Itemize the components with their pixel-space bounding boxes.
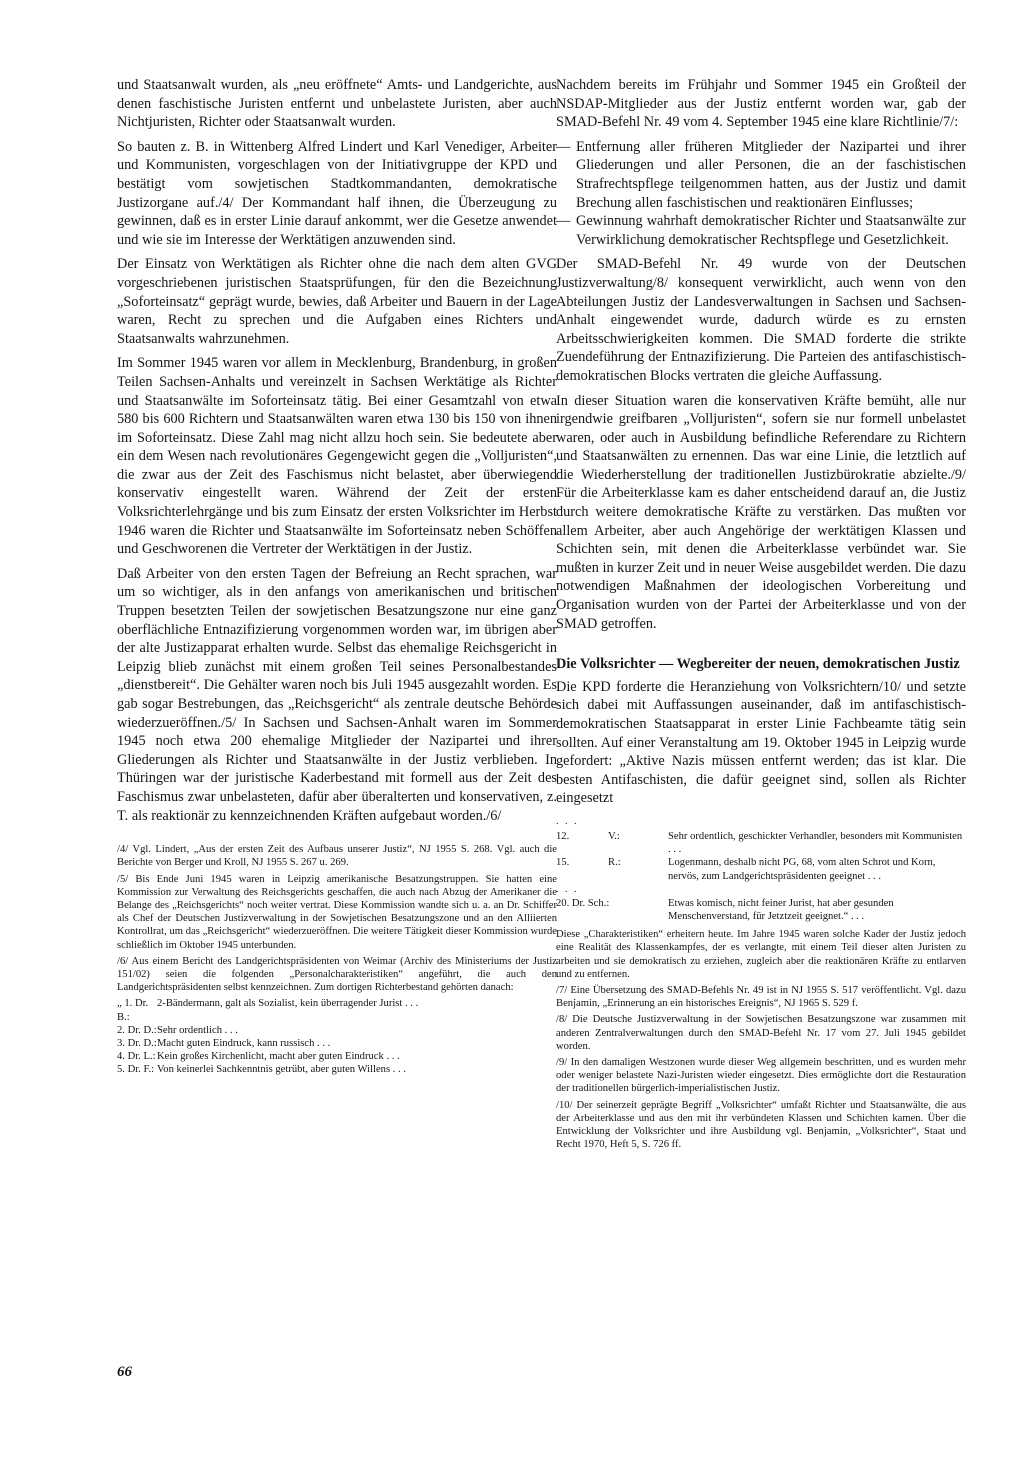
body-paragraph: und Staatsanwalt wurden, als „neu eröffnete“ Amts- und Landgerichte, aus denen faschistische Juristen entfernt und unbelastete Juristen, aber auch Nichtjuristen, Richter oder Staatsanwalt wurden. (117, 77, 557, 131)
characteristic-number: 20. Dr. Sch.: (556, 897, 610, 909)
characteristic-row (117, 1063, 557, 1076)
footnote-7: /7/ Eine Übersetzung des SMAD-Befehls Nr. 49 ist in NJ 1955 S. 517 veröffentlicht. Vgl. dazu Benjamin, „Erinnerung an ein historisches Ereignis“, NJ 1965 S. 529 f. (556, 985, 966, 1010)
footnote-5: /5/ Bis Ende Juni 1945 waren in Leipzig amerikanische Besatzungstruppen. Sie hatten eine Kommission zur Verwaltung des Reichsgerichts geschaffen, die auch nach Abzug der Amerikaner die Belange des „Reichsgerichts“ noch weiter vertrat. Diese Kommission wandte sich u. a. an Dr. Schiffer als Chef der Deutschen Justizverwaltung in der Sowjetischen Besatzungszone und an den Alliierten Kontrollrat, um das „Reichsgericht“ wiederzueröffnen. Die weitere Tätigkeit dieser Kommission wurde schließlich im Oktober 1945 unterbunden. (117, 873, 557, 951)
characteristic-row (556, 897, 966, 923)
characteristic-row (117, 1050, 557, 1063)
characteristic-text: Kein großes Kirchenlicht, macht aber guten Eindruck . . . (157, 1051, 400, 1063)
directive-text: Entfernung aller früheren Mitglieder der Nazipartei und ihrer Gliederungen und aller Personen, die an der faschistischen Strafrechtspflege teilgenommen hatten, aus der Justiz und damit Brechung allen faschistischen und reaktionären Einflusses; (576, 138, 966, 211)
left-column (117, 76, 557, 1082)
characteristic-number: 12. (556, 830, 570, 842)
section-heading: Die Volksrichter — Wegbereiter der neuen, demokratischen Justiz (556, 656, 960, 673)
characteristic-number: 3. Dr. D.: (117, 1038, 157, 1049)
characteristic-number: 15. (556, 857, 570, 869)
body-paragraph: Nachdem bereits im Frühjahr und Sommer 1945 ein Großteil der NSDAP-Mitglieder aus der Justiz entfernt worden war, gab der SMAD-Befehl Nr. 49 vom 4. September 1945 eine klare Richtlinie/7/: (556, 77, 966, 131)
characteristic-name: V.: (608, 830, 620, 842)
characteristic-text: Logenmann, deshalb nicht PG, 68, vom alten Schrot und Korn, nervös, zum Landgerichtspräsidenten geeignet . . . (668, 857, 936, 882)
directive-item (556, 138, 966, 212)
directive-item (556, 212, 966, 249)
characteristic-row (556, 830, 966, 856)
characteristic-row (117, 1024, 557, 1037)
characteristics-list-continued (556, 830, 966, 923)
footnote-10: /10/ Der seinerzeit geprägte Begriff „Volksrichter“ umfaßt Richter und Staatsanwälte, die aus der Arbeiterklasse und aus den mit ihr verbündeten Klassen und Schichten kamen. Über die Entwicklung der Volksrichter und ihre Ausbildung vgl. Benjamin, „Volksrichter“, Staat und Recht 1970, Heft 5, S. 726 ff. (556, 1099, 966, 1151)
characteristic-text: Sehr ordentlich, geschickter Verhandler, besonders mit Kommunisten . . . (668, 830, 963, 856)
body-paragraph: In dieser Situation waren die konservativen Kräfte bemüht, alle nur irgendwie greifbaren „Volljuristen“, sofern sie nur formell unbelastet waren, oder auch in Ausbildung befindliche Referendare zu Richtern und Staatsanwälten zu ernennen. Das war eine Linie, die letztlich auf die Wiederherstellung der traditionellen Justizbürokratie abzielte./9/ Für die Arbeiterklasse kam es daher entscheidend darauf an, die Justiz durch weitere demokratische Kräfte zu verstärken. Das mußten vor allem Arbeiter, aber auch Angehörige der werktätigen Klassen und Schichten sein, mit denen die Arbeiterklasse verbündet war. Sie mußten in kurzer Zeit und in neuer Weise ausgebildet werden. Die dazu notwendigen Maßnahmen der ideologischen Vorbereitung und Organisation wurden von der Partei der Arbeiterklasse und von der SMAD getroffen. (556, 392, 966, 632)
characteristic-text: Etwas komisch, nicht feiner Jurist, hat aber gesunden Menschenverstand, für Jetztzeit geeignet.“ . . . (668, 897, 894, 922)
body-paragraph: Daß Arbeiter von den ersten Tagen der Befreiung an Recht sprachen, war um so wichtiger, als in den anfangs von amerikanischen und britischen Truppen besetzten Teilen der sowjetischen Besatzungszone nur eine ganz oberflächliche Entnazifizierung vorgenommen worden war, im übrigen aber der alte Justizapparat erhalten wurde. Selbst das ehemalige Reichsgericht in Leipzig blieb zunächst mit einem großen Teil seines Personalbestandes „dienstbereit“. Die Gehälter waren noch bis Juli 1945 ausgezahlt worden. Es gab sogar Bestrebungen, das „Reichsgericht“ als zentrale deutsche Behörde wiederzueröffnen./5/ In Sachsen und Sachsen-Anhalt waren im Sommer 1945 noch etwa 200 ehemalige Mitglieder der Nazipartei und ihrer Gliederungen als Richter und Staatsanwälte in der Justiz verblieben. In Thüringen war der juristische Kaderbestand mit formell aus der Zeit des Faschismus zwar unbelasteten, dafür aber überalterten und konservativen, z. T. als reaktionär zu kennzeichnenden Kräften aufgebaut worden./6/ (117, 565, 557, 824)
footnote-4: /4/ Vgl. Lindert, „Aus der ersten Zeit des Aufbaus unserer Justiz“, NJ 1955 S. 268. Vgl. auch die Berichte von Berger und Kroll, NJ 1955 S. 267 u. 269. (117, 844, 557, 869)
body-paragraph: So bauten z. B. in Wittenberg Alfred Lindert und Karl Venediger, Arbeiter und Kommunisten, vorgeschlagen von der Initiativgruppe der KPD und bestätigt vom sowjetischen Stadtkommandanten, demokratische Justizorgane auf./4/ Der Kommandant half ihnen, die Überzeugung zu gewinnen, daß es in erster Linie darauf ankommt, wer die Gesetze anwendet und wie sie im Interesse der Werktätigen anzuwenden sind. (117, 138, 557, 248)
body-paragraph: Der SMAD-Befehl Nr. 49 wurde von der Deutschen Justizverwaltung/8/ konsequent verwirklicht, auch wenn von den Abteilungen Justiz der Landesverwaltungen in Sachsen und Sachsen-Anhalt eingewendet wurde, dadurch würde es zu ernsten Arbeitsschwierigkeiten kommen. Die SMAD forderte die strikte Zuendeführung der Entnazifizierung. Die Parteien des antifaschistisch-demokratischen Blocks vertraten die gleiche Auffassung. (556, 256, 966, 384)
footnote-8: /8/ Die Deutsche Justizverwaltung in der Sowjetischen Besatzungszone war zusammen mit anderen Zentralverwaltungen durch den SMAD-Befehl Nr. 17 vom 27. Juli 1945 gebildet worden. (556, 1014, 966, 1052)
footnote-6: /6/ Aus einem Bericht des Landgerichtspräsidenten von Weimar (Archiv des Ministeriums der Justiz 151/02) seien die folgenden „Personalcharakteristiken“ angeführt, die auch den Landgerichtspräsidenten selbst kennzeichnen. Zum dortigen Richterbestand gehörten danach: (117, 955, 557, 994)
footnote-6-continued: Diese „Charakteristiken“ erheitern heute. Im Jahre 1945 waren solche Kader der Justiz jedoch eine Realität des Klassenkampfes, der es verlangte, mit einem Teil dieser alten Juristen zu arbeiten und sie demokratisch zu erziehen, zugleich aber die reaktionären Kräfte zu entlarven und zu entfernen. (556, 929, 966, 980)
body-paragraph: Im Sommer 1945 waren vor allem in Mecklenburg, Brandenburg, in großen Teilen Sachsen-Anhalts und vereinzelt in Sachsen Werktätige als Richter und Staatsanwälte im Soforteinsatz tätig. Bei einer Gesamtzahl von etwa 580 bis 600 Richtern und Staatsanwälten waren etwa 130 bis 150 von ihnen im Soforteinsatz. Diese Zahl mag nicht allzu hoch sein. Sie bedeutete aber ein dem Wesen nach revolutionäres Gegengewicht gegen die „Volljuristen“, die zwar aus der Zeit des Faschismus nicht belastet, aber überwiegend konservativ eingestellt waren. Während der Zeit der ersten Volksrichterlehrgänge und bis zum Einsatz der ersten Volksrichter im Herbst 1946 waren die Richter und Staatsanwälte im Soforteinsatz neben Schöffen und Geschworenen die Vertreter der Werktätigen in der Justiz. (117, 355, 557, 558)
body-paragraph: Der Einsatz von Werktätigen als Richter ohne die nach dem alten GVG vorgeschriebenen juristischen Staatsprüfungen, für den die Bezeichnung „Soforteinsatz“ geprägt wurde, bewies, daß Arbeiter und Bauern in der Lage waren, Recht zu sprechen und die Aufgaben eines Richters und Staatsanwalts wahrzunehmen. (117, 256, 557, 347)
characteristic-name: R.: (608, 857, 621, 869)
characteristic-text: Macht guten Eindruck, kann russisch . . . (157, 1038, 331, 1049)
characteristic-number: 5. Dr. F.: (117, 1064, 155, 1076)
characteristic-number: 4. Dr. L.: (117, 1051, 156, 1063)
characteristic-text: 2-Bändermann, galt als Sozialist, kein überragender Jurist . . . (157, 998, 419, 1010)
characteristics-list (117, 997, 557, 1076)
footnote-separator (117, 831, 557, 843)
characteristic-row (556, 856, 966, 882)
characteristic-row (117, 1037, 557, 1050)
footnote-9: /9/ In den damaligen Westzonen wurde dieser Weg allgemein beschritten, und es wurden mehr oder weniger belastete Nazi-Juristen wieder eingesetzt. Dies ermöglichte dort die Restauration der traditionellen bürgerlich-imperialistischen Justiz. (556, 1057, 966, 1095)
characteristic-number: „ 1. Dr. B.: (117, 998, 149, 1023)
dash-marker: — (556, 213, 571, 230)
characteristic-text: Sehr ordentlich . . . (157, 1024, 238, 1036)
ellipsis-mark: . . . (556, 815, 579, 827)
body-paragraph: Die KPD forderte die Heranziehung von Volksrichtern/10/ und setzte sich dabei mit Auffassungen auseinander, daß im antifaschistisch-demokratischen Staatsapparat in erster Linie Fachbeamte tätig sein sollten. Auf einer Veranstaltung am 19. Oktober 1945 in Leipzig wurde gefordert: „Aktive Nazis müssen entfernt werden; das ist klar. Die besten Antifaschisten, die dafür geeignet sind, sollen als Richter eingesetzt (556, 678, 966, 807)
dash-marker: — (556, 138, 571, 155)
characteristic-number: 2. Dr. D.: (117, 1024, 157, 1036)
directive-text: Gewinnung wahrhaft demokratischer Richter und Staatsanwälte zur Verwirklichung demokratischer Rechtspflege und Gesetzlichkeit. (576, 213, 966, 248)
characteristic-row (117, 997, 557, 1023)
directive-list (556, 138, 966, 250)
characteristic-text: Von keinerlei Sachkenntnis getrübt, aber guten Willens . . . (157, 1064, 406, 1076)
right-column (556, 76, 966, 1154)
ellipsis-mark: . . . (556, 883, 579, 895)
page-number: 66 (117, 1364, 132, 1380)
